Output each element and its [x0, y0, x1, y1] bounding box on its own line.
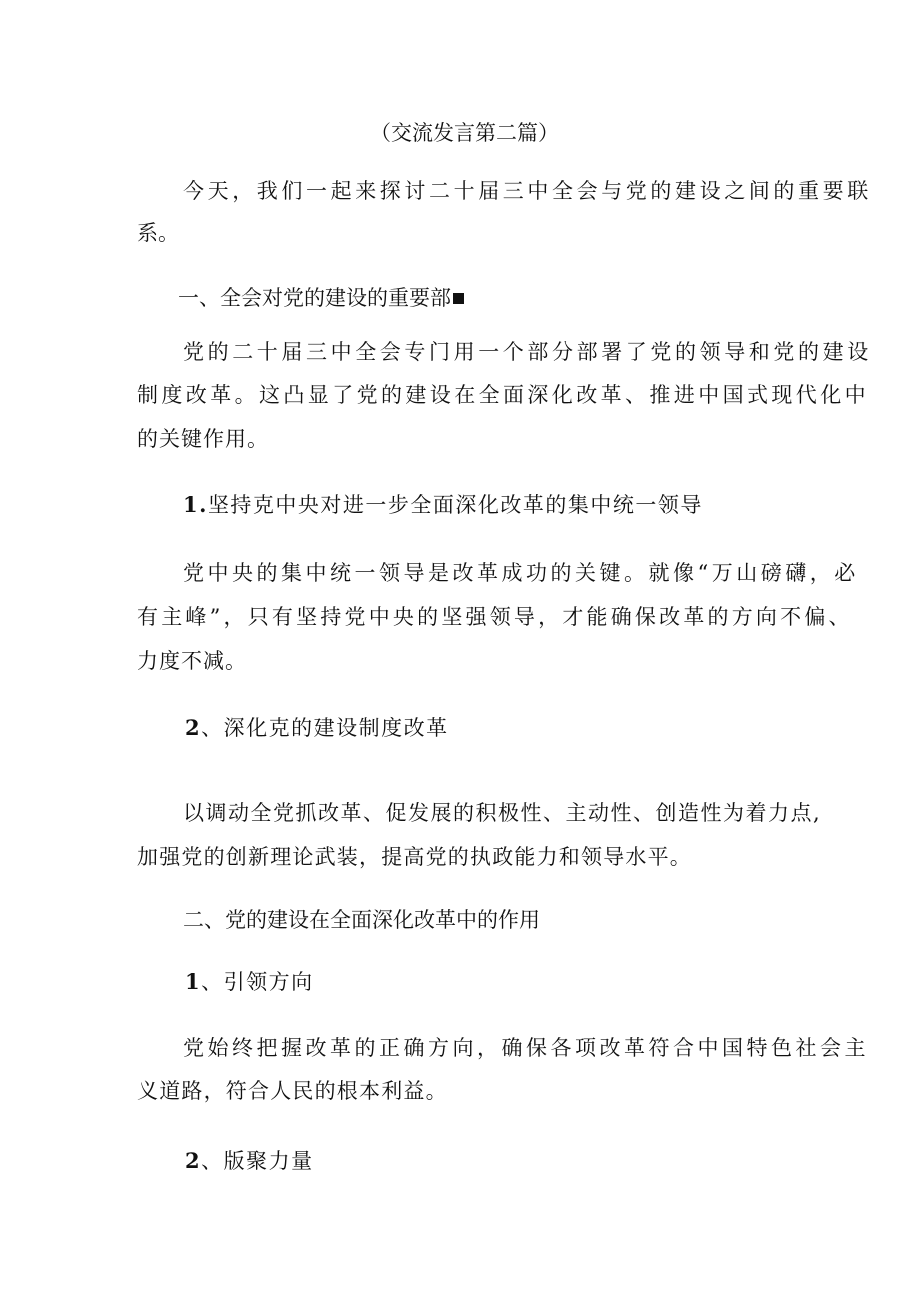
- section-2-subheading-2: [185, 1146, 314, 1176]
- section-1-para-2-line-3: 力度不减。: [137, 649, 247, 673]
- subheading-text: 坚持克中央对进一步全面深化改革的集中统一领导: [207, 493, 703, 517]
- section-1-para-1-line-2: 制度改革。这凸显了党的建设在全面深化改革、推进中国式现代化中: [137, 383, 869, 407]
- section-1-para-3-line-2: 加强党的创新理论武装，提高党的执政能力和领导水平。: [137, 845, 692, 869]
- section-1-para-1-line-1: 党的二十届三中全会专门用一个部分部署了党的领导和党的建设: [183, 340, 872, 364]
- section-1-heading: [178, 283, 464, 313]
- subheading-number: 2: [185, 715, 202, 740]
- section-2-subheading-1: [185, 967, 314, 997]
- section-1-subheading-1: [183, 490, 703, 520]
- section-2-heading: 二、党的建设在全面深化改革中的作用: [183, 908, 540, 932]
- section-1-para-1-line-3: 的关键作用。: [137, 427, 269, 451]
- section-1-subheading-2: [185, 713, 449, 743]
- section-1-para-2-line-1: 党中央的集中统一领导是改革成功的关键。就像“万山磅礴，必: [183, 561, 859, 585]
- subheading-text: 、版聚力量: [201, 1149, 314, 1173]
- subheading-number: 1.: [183, 492, 208, 517]
- subheading-number: 1: [185, 969, 202, 994]
- intro-line-2: 系。: [137, 221, 179, 245]
- intro-line-1: 今天，我们一起来探讨二十届三中全会与党的建设之间的重要联: [183, 179, 872, 203]
- subheading-text: 、引领方向: [201, 970, 314, 994]
- section-2-para-1-line-2: 义道路，符合人民的根本利益。: [137, 1079, 448, 1103]
- document-title: （交流发言第二篇）: [370, 121, 559, 145]
- section-1-para-2-line-2: 有主峰”，只有坚持党中央的坚强领导，才能确保改革的方向不偏、: [137, 605, 853, 629]
- section-1-para-3-line-1: 以调动全党抓改革、促发展的积极性、主动性、创造性为着力点,: [183, 801, 822, 825]
- missing-glyph-square-icon: [453, 293, 464, 304]
- section-2-para-1-line-1: 党始终把握改革的正确方向，确保各项改革符合中国特色社会主: [183, 1036, 869, 1060]
- subheading-number: 2: [185, 1148, 202, 1173]
- subheading-text: 、深化克的建设制度改革: [201, 716, 449, 740]
- section-1-heading-text: 一、全会对党的建设的重要部: [178, 286, 451, 310]
